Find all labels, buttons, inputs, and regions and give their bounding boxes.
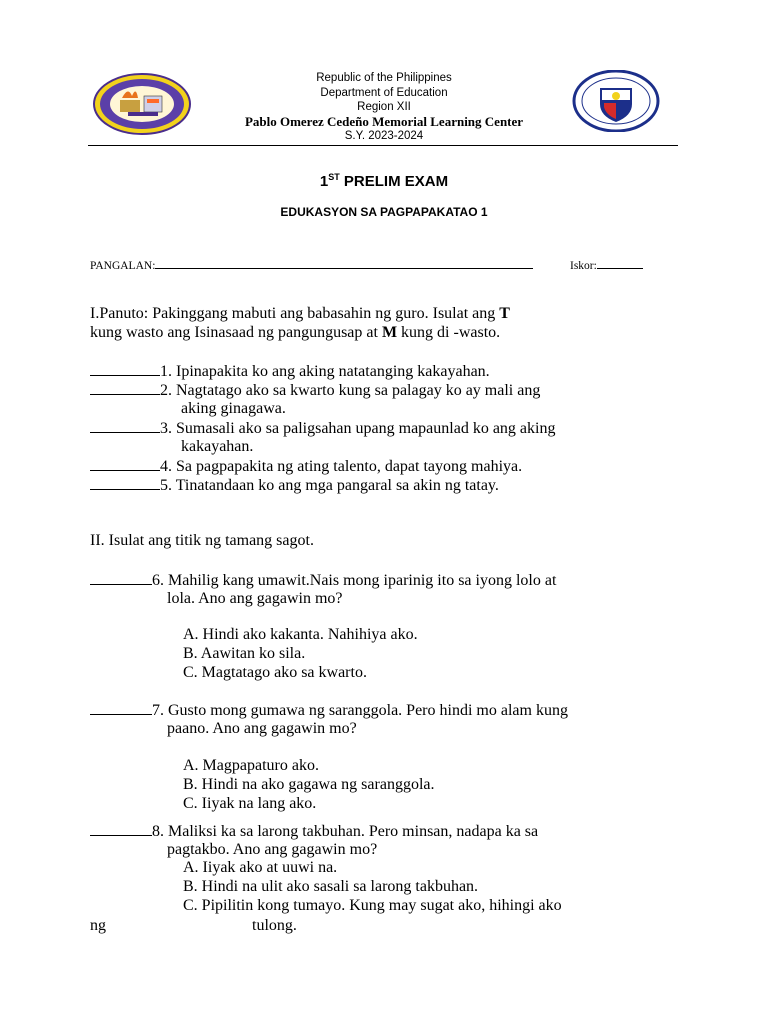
answer-blank-4[interactable] — [90, 456, 160, 471]
item-8-choice-c-wrap-left: ng — [90, 917, 106, 934]
item-8: 8. Maliksi ka sa larong takbuhan. Pero minsan, nadapa ka sa — [90, 821, 538, 841]
republic-line: Republic of the Philippines — [316, 72, 452, 84]
answer-blank-6[interactable] — [90, 570, 152, 585]
item-8-choice-c: C. Pipilitin kong tumayo. Kung may sugat ako, hihingi ako — [183, 897, 562, 914]
part1-instructions-line2: kung wasto ang Isinasaad ng pangungusap at M kung di -wasto. — [90, 324, 501, 341]
item-7-choice-a: A. Magpapaturo ako. — [183, 757, 319, 774]
name-label: PANGALAN: — [90, 260, 156, 272]
item-6-choice-b: B. Aawitan ko sila. — [183, 645, 306, 662]
item-6-choice-c: C. Magtatago ako sa kwarto. — [183, 664, 367, 681]
item-4: 4. Sa pagpapakita ng ating talento, dapat tayong mahiya. — [90, 456, 522, 476]
part1-instructions-line1: I.Panuto: Pakinggang mabuti ang babasahin ng guro. Isulat ang T — [90, 305, 510, 322]
score-label: Iskor: — [570, 260, 597, 272]
part2-instructions: II. Isulat ang titik ng tamang sagot. — [90, 532, 314, 549]
answer-blank-7[interactable] — [90, 700, 152, 715]
item-5: 5. Tinatandaan ko ang mga pangaral sa akin ng tatay. — [90, 475, 499, 495]
item-7-choice-b: B. Hindi na ako gagawa ng saranggola. — [183, 776, 435, 793]
item-6-cont: lola. Ano ang gagawin mo? — [167, 590, 343, 607]
department-line: Department of Education — [320, 87, 448, 99]
answer-blank-8[interactable] — [90, 821, 152, 836]
answer-blank-3[interactable] — [90, 418, 160, 433]
item-8-cont: pagtakbo. Ano ang gagawin mo? — [167, 841, 378, 858]
item-3-cont: kakayahan. — [181, 438, 254, 455]
item-8-choice-a: A. Iiyak ako at uuwi na. — [183, 859, 338, 876]
item-6: 6. Mahilig kang umawit.Nais mong iparinig ito sa iyong lolo at — [90, 570, 556, 590]
item-2: 2. Nagtatago ako sa kwarto kung sa palagay ko ay mali ang — [90, 380, 540, 400]
item-8-choice-b: B. Hindi na ulit ako sasali sa larong takbuhan. — [183, 878, 479, 895]
region-line: Region XII — [357, 101, 411, 113]
item-7-cont: paano. Ano ang gagawin mo? — [167, 720, 357, 737]
name-field[interactable] — [90, 254, 533, 272]
school-name: Pablo Omerez Cedeño Memorial Learning Center — [244, 114, 524, 129]
score-blank[interactable] — [597, 254, 643, 269]
exam-title: 1ST PRELIM EXAM — [319, 172, 449, 190]
answer-blank-1[interactable] — [90, 361, 160, 376]
score-field[interactable] — [570, 254, 643, 272]
name-blank[interactable] — [155, 254, 533, 269]
header-divider — [88, 145, 678, 146]
item-2-cont: aking ginagawa. — [181, 400, 286, 417]
item-3: 3. Sumasali ako sa paligsahan upang mapaunlad ko ang aking — [90, 418, 555, 438]
item-6-choice-a: A. Hindi ako kakanta. Nahihiya ako. — [183, 626, 418, 643]
answer-blank-2[interactable] — [90, 380, 160, 395]
item-7-choice-c: C. Iiyak na lang ako. — [183, 795, 317, 812]
answer-blank-5[interactable] — [90, 475, 160, 490]
item-1: 1. Ipinapakita ko ang aking natatanging kakayahan. — [90, 361, 490, 381]
item-7: 7. Gusto mong gumawa ng saranggola. Pero hindi mo alam kung — [90, 700, 568, 720]
item-8-choice-c-wrap-right: tulong. — [252, 917, 297, 934]
exam-subject: EDUKASYON SA PAGPAPAKATAO 1 — [280, 205, 488, 219]
school-year: S.Y. 2023-2024 — [344, 130, 424, 142]
